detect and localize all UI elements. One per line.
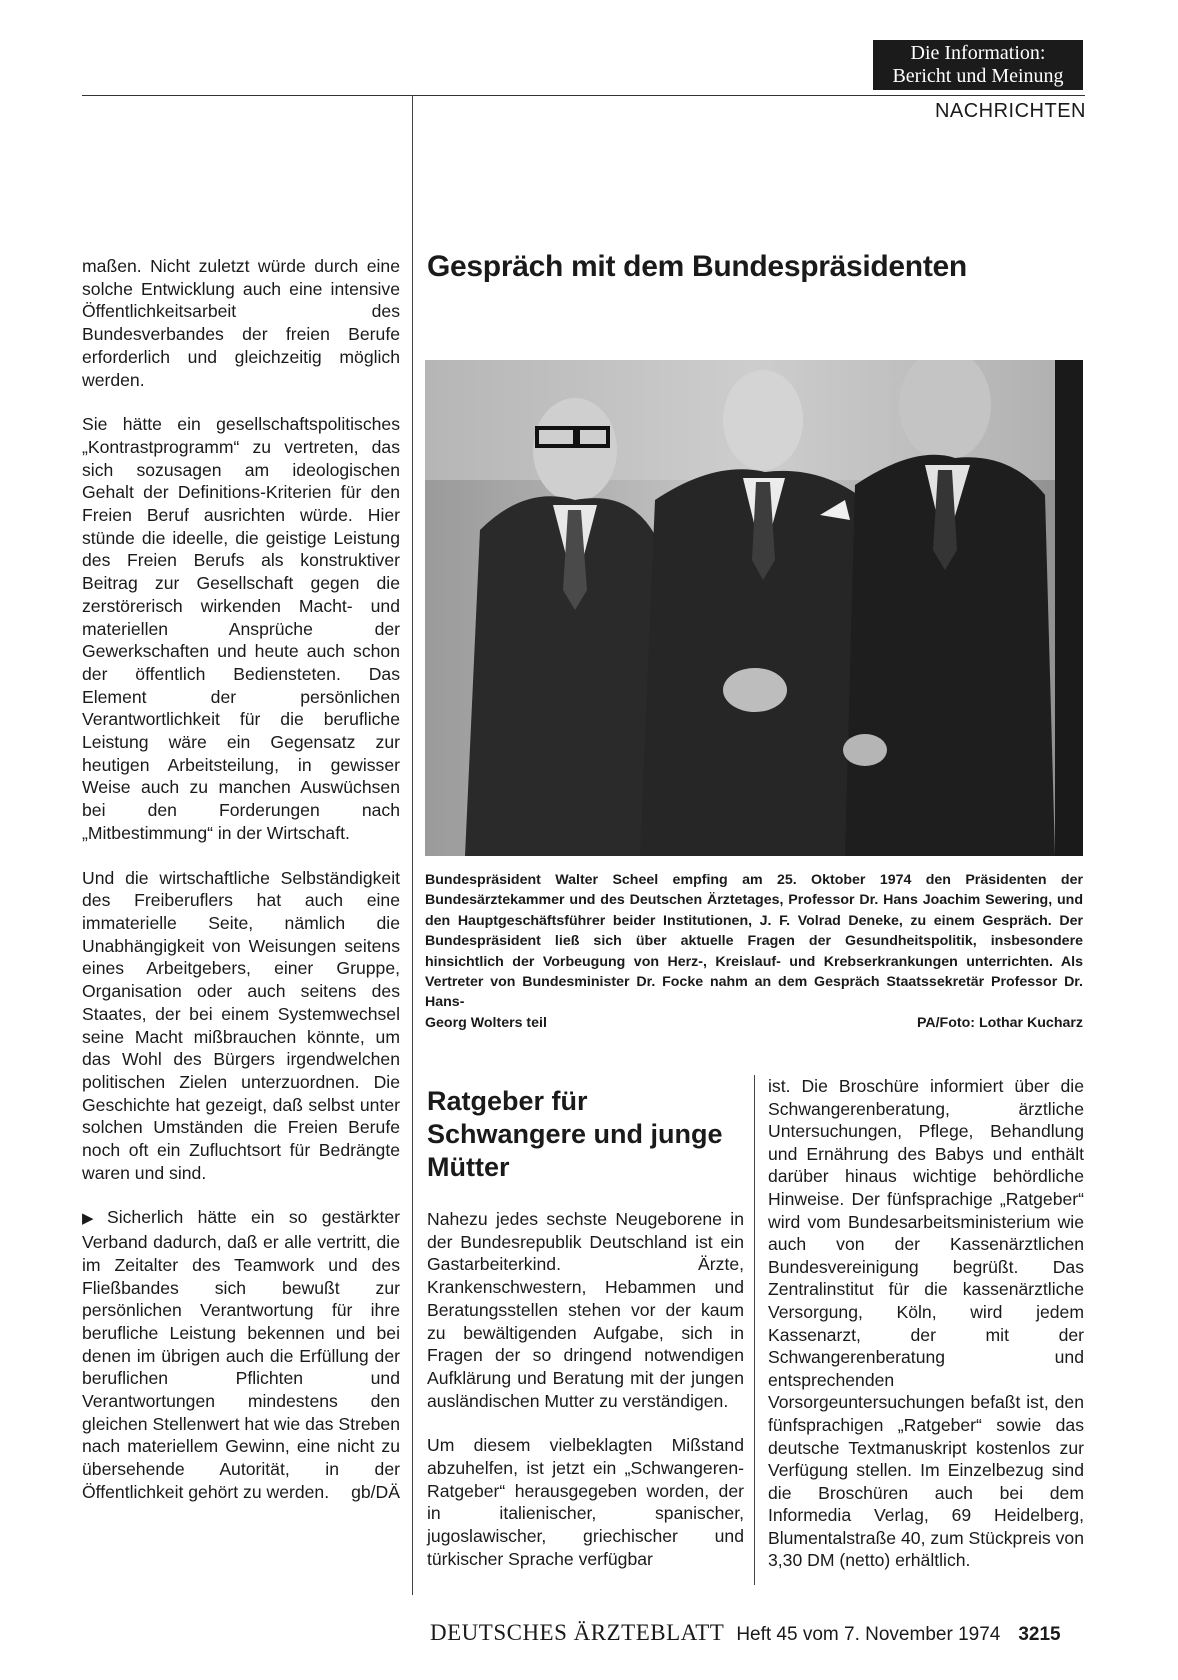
arrow-marker-icon: ▶ bbox=[82, 1210, 103, 1228]
left-column bbox=[82, 255, 400, 1503]
right-column bbox=[768, 1075, 1084, 1572]
article-headline: Ratgeber für Schwangere und junge Mütter bbox=[427, 1086, 723, 1182]
photo-illustration bbox=[425, 360, 1083, 856]
column-divider-lower bbox=[754, 1075, 755, 1585]
section-badge-line2: Bericht und Meinung bbox=[892, 65, 1064, 87]
middle-paragraph: Um diesem vielbeklagten Mißstand abzuhelfen, ist jetzt ein „Schwangeren-Ratgeber“ herausgegeben worden, der in italienischer, spanischer, jugoslawischer, griechischer und türkischer Sprache verfügbar bbox=[427, 1435, 744, 1569]
main-headline: Gespräch mit dem Bundespräsidenten bbox=[427, 250, 967, 283]
caption-end: Georg Wolters teil bbox=[425, 1014, 547, 1031]
column-divider bbox=[412, 95, 413, 1595]
section-badge bbox=[873, 40, 1083, 90]
caption-credit-line bbox=[425, 1013, 1083, 1033]
section-label: NACHRICHTEN bbox=[934, 100, 1086, 122]
press-photo bbox=[425, 360, 1083, 856]
left-paragraph: Und die wirtschaftliche Selbständigkeit des Freiberuflers hat auch eine immaterielle Seite, nämlich die Unabhängigkeit von Weisungen seitens eines Arbeitgebers, einer Gruppe, Organisation oder auch seitens des Staates, der bei einem Systemwechsel seine Macht mißbrauchen könnte, um das Wohl des Bürgers irgendwelchen politischen Zielen unterzuordnen. Die Geschichte hat gezeigt, daß selbst unter solchen Umständen die Freien Berufe noch oft ein Zufluchtsort für Bedrängte waren und sind. bbox=[82, 867, 400, 1183]
publication-name: DEUTSCHES ÄRZTEBLATT bbox=[430, 1620, 725, 1645]
page-footer bbox=[430, 1620, 1090, 1646]
issue-info: Heft 45 vom 7. November 1974 bbox=[736, 1624, 1001, 1645]
left-paragraph: maßen. Nicht zuletzt würde durch eine solche Entwicklung auch eine intensive Öffentlichkeitsarbeit des Bundesverbandes der freien Berufe erforderlich und gleichzeitig möglich werden. bbox=[82, 256, 400, 390]
photo-credit: PA/Foto: Lothar Kucharz bbox=[916, 1014, 1083, 1031]
left-final-text: Sicherlich hätte ein so gestärkter Verband dadurch, daß er alle vertritt, die im Zeitalter des Teamwork und des Fließbandes sich bewußt zur persönlichen Verantwortung für ihre berufliche Leistung bekennen und bei denen im übrigen auch die Erfüllung der beruflichen Pflichten und Verantwortungen mindestens den gleichen Stellenwert hat wie das Streben nach materiellem Gewinn, eine nicht zu übersehende Autorität, in der Öffentlichkeit gehört zu werden. bbox=[82, 1207, 400, 1502]
page-number: 3215 bbox=[1018, 1624, 1061, 1645]
middle-paragraph: Nahezu jedes sechste Neugeborene in der Bundesrepublik Deutschland ist ein Gastarbeiterkind. Ärzte, Krankenschwestern, Hebammen und Beratungsstellen stehen vor der kaum zu bewältigenden Aufgabe, sich in Fragen der so dringend notwendigen Aufklärung und Beratung mit der jungen ausländischen Mutter zu verständigen. bbox=[427, 1209, 744, 1411]
header-rule bbox=[82, 95, 1085, 96]
left-paragraph-final bbox=[82, 1206, 400, 1503]
left-paragraph: Sie hätte ein gesellschaftspolitisches „Kontrastprogramm“ zu vertreten, das sich sozusagen am ideologischen Gehalt der Definitions-Kriterien für den Freien Beruf ausrichten würde. Hier stünde die ideelle, die geistige Leistung des Freien Berufs als konstruktiver Beitrag zur Gesellschaft gegen die zerstörerisch wirkenden Macht- und materiellen Ansprüche der Gewerkschaften und heute auch schon der öffentlich Bediensteten. Das Element der persönlichen Verantwortlichkeit für die berufliche Leistung wäre ein Gegensatz zur heutigen Arbeitsteilung, in gewisser Weise auch zu manchen Auswüchsen bei den Forderungen nach „Mitbestimmung“ in der Wirtschaft. bbox=[82, 414, 400, 843]
caption-text: Bundespräsident Walter Scheel empfing am 25. Oktober 1974 den Präsidenten der Bundesärztekammer und des Deutschen Ärztetages, Professor Dr. Hans Joachim Sewering, und den Hauptgeschäftsführer beider Institutionen, J. F. Volrad Deneke, zu einem Gespräch. Der Bundespräsident ließ sich über aktuelle Fragen der Gesundheitspolitik, insbesondere hinsichtlich der Vorbeugung von Herz-, Kreislauf- und Krebserkrankungen unterrichten. Als Vertreter von Bundesminister Dr. Focke nahm an dem Gespräch Staatssekretär Professor Dr. Hans- bbox=[425, 872, 1083, 1011]
photo-caption bbox=[425, 870, 1083, 1033]
section-badge-line1: Die Information: bbox=[910, 42, 1046, 64]
middle-column bbox=[427, 1208, 744, 1593]
right-paragraph: ist. Die Broschüre informiert über die Schwangerenberatung, ärztliche Untersuchungen, Pflege, Behandlung und Ernährung des Babys und enthält darüber hinaus wichtige behördliche Hinweise. Der fünfsprachige „Ratgeber“ wird vom Bundesarbeitsministerium wie auch von der Kassenärztlichen Bundesvereinigung begrüßt. Das Zentralinstitut für die kassenärztliche Versorgung, Köln, wird jedem Kassenarzt, der mit der Schwangerenberatung und entsprechenden Vorsorgeuntersuchungen befaßt ist, den fünfsprachigen „Ratgeber“ sowie das deutsche Textmanuskript kostenlos zur Verfügung stellen. Im Einzelbezug sind die Broschüren auch bei dem Informedia Verlag, 69 Heidelberg, Blumentalstraße 40, zum Stückpreis von 3,30 DM (netto) erhältlich. bbox=[768, 1076, 1084, 1571]
signature: gb/DÄ bbox=[351, 1481, 400, 1502]
